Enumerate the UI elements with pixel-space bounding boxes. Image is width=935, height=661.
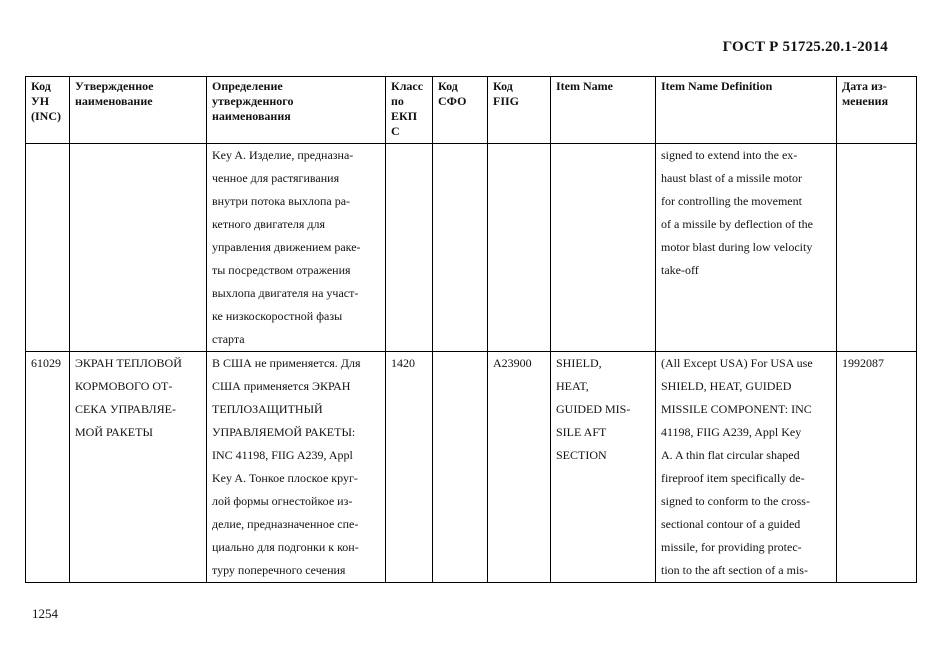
cell-line: signed to conform to the cross- <box>661 494 810 508</box>
cell-fiig <box>488 352 551 583</box>
header-line: утвержденного <box>212 94 294 108</box>
header-line: Класс <box>391 79 424 93</box>
table-header-row <box>26 77 917 144</box>
cell-line: (All Except USA) For USA use <box>661 356 813 370</box>
cell-item-definition <box>656 352 837 583</box>
cell-line: signed to extend into the ex- <box>661 148 798 162</box>
cell-line: Key A. Тонкое плоское круг- <box>212 471 358 485</box>
cell-line: haust blast of a missile motor <box>661 171 802 185</box>
cell-fiig <box>488 144 551 352</box>
document-code: ГОСТ Р 51725.20.1-2014 <box>722 39 888 55</box>
cell-line: выхлопа двигателя на участ- <box>212 286 359 300</box>
cell-line: циально для подгонки к кон- <box>212 540 359 554</box>
header-line: Код <box>438 79 458 93</box>
header-line: ЕКП <box>391 109 418 123</box>
cell-line: США применяется ЭКРАН <box>212 379 351 393</box>
header-line: наименование <box>75 94 153 108</box>
cell-line: GUIDED MIS- <box>556 402 631 416</box>
header-line: С <box>391 124 400 138</box>
page-number: 1254 <box>32 606 58 621</box>
cell-line: делие, предназначенное спе- <box>212 517 359 531</box>
header-line: Код <box>31 79 51 93</box>
cell-line: СЕКА УПРАВЛЯЕ- <box>75 402 176 416</box>
cell-class <box>386 352 433 583</box>
cell-line: ЭКРАН ТЕПЛОВОЙ <box>75 356 182 370</box>
header-line: Дата из- <box>842 79 887 93</box>
header-line: Определение <box>212 79 283 93</box>
cell-line: старта <box>212 332 245 346</box>
cell-line: ты посредством отражения <box>212 263 351 277</box>
header-line: (INC) <box>31 109 61 123</box>
cell-line: внутри потока выхлопа ра- <box>212 194 351 208</box>
table-row <box>26 144 917 352</box>
cell-line: 1420 <box>391 356 415 370</box>
cell-date <box>837 352 917 583</box>
header-fiig <box>488 77 551 144</box>
cell-date <box>837 144 917 352</box>
cell-line: SILE AFT <box>556 425 607 439</box>
cell-line: 41198, FIIG A239, Appl Key <box>661 425 802 439</box>
cell-line: SHIELD, HEAT, GUIDED <box>661 379 792 393</box>
header-name <box>70 77 207 144</box>
cell-line: A23900 <box>493 356 532 370</box>
cell-line: sectional contour of a guided <box>661 517 801 531</box>
cell-line: УПРАВЛЯЕМОЙ РАКЕТЫ: <box>212 425 356 439</box>
header-line: Item Name <box>556 79 613 93</box>
cell-line: КОРМОВОГО ОТ- <box>75 379 173 393</box>
cell-definition <box>207 144 386 352</box>
cell-line: MISSILE COMPONENT: INC <box>661 402 812 416</box>
header-sfo <box>433 77 488 144</box>
cell-item-name <box>551 144 656 352</box>
cell-inc <box>26 144 70 352</box>
cell-sfo <box>433 144 488 352</box>
header-item-definition <box>656 77 837 144</box>
cell-line: ТЕПЛОЗАЩИТНЫЙ <box>212 402 323 416</box>
cell-line: 61029 <box>31 356 61 370</box>
cell-line: INC 41198, FIIG A239, Appl <box>212 448 353 462</box>
header-line: СФО <box>438 94 467 108</box>
cell-class <box>386 144 433 352</box>
table-body <box>26 144 917 583</box>
cell-line: for controlling the movement <box>661 194 802 208</box>
header-line: наименования <box>212 109 291 123</box>
cell-line: В США не применяется. Для <box>212 356 361 370</box>
cell-line: Key A. Изделие, предназна- <box>212 148 354 162</box>
cell-line: missile, for providing protec- <box>661 540 802 554</box>
header-line: Код <box>493 79 513 93</box>
cell-line: кетного двигателя для <box>212 217 325 231</box>
header-class <box>386 77 433 144</box>
cell-line: управления движением раке- <box>212 240 361 254</box>
cell-line: МОЙ РАКЕТЫ <box>75 425 153 439</box>
cell-line: tion to the aft section of a mis- <box>661 563 808 577</box>
cell-line: HEAT, <box>556 379 589 393</box>
header-line: Item Name Definition <box>661 79 773 93</box>
cell-line: of a missile by deflection of the <box>661 217 813 231</box>
header-date <box>837 77 917 144</box>
cell-item-name <box>551 352 656 583</box>
cell-line: ченное для растягивания <box>212 171 340 185</box>
header-item-name <box>551 77 656 144</box>
cell-name <box>70 144 207 352</box>
cell-inc <box>26 352 70 583</box>
cell-line: SHIELD, <box>556 356 602 370</box>
cell-name <box>70 352 207 583</box>
nomenclature-table <box>25 76 917 583</box>
cell-line: fireproof item specifically de- <box>661 471 805 485</box>
cell-sfo <box>433 352 488 583</box>
cell-line: motor blast during low velocity <box>661 240 813 254</box>
cell-definition <box>207 352 386 583</box>
cell-line: ке низкоскоростной фазы <box>212 309 343 323</box>
header-line: УН <box>31 94 50 108</box>
header-definition <box>207 77 386 144</box>
cell-line: 1992087 <box>842 356 884 370</box>
header-line: FIIG <box>493 94 520 108</box>
cell-line: take-off <box>661 263 699 277</box>
header-line: менения <box>842 94 889 108</box>
header-line: по <box>391 94 404 108</box>
cell-line: лой формы огнестойкое из- <box>212 494 353 508</box>
table-row <box>26 352 917 583</box>
header-inc <box>26 77 70 144</box>
cell-item-definition <box>656 144 837 352</box>
cell-line: SECTION <box>556 448 607 462</box>
cell-line: туру поперечного сечения <box>212 563 346 577</box>
header-line: Утвержденное <box>75 79 154 93</box>
cell-line: A. A thin flat circular shaped <box>661 448 800 462</box>
